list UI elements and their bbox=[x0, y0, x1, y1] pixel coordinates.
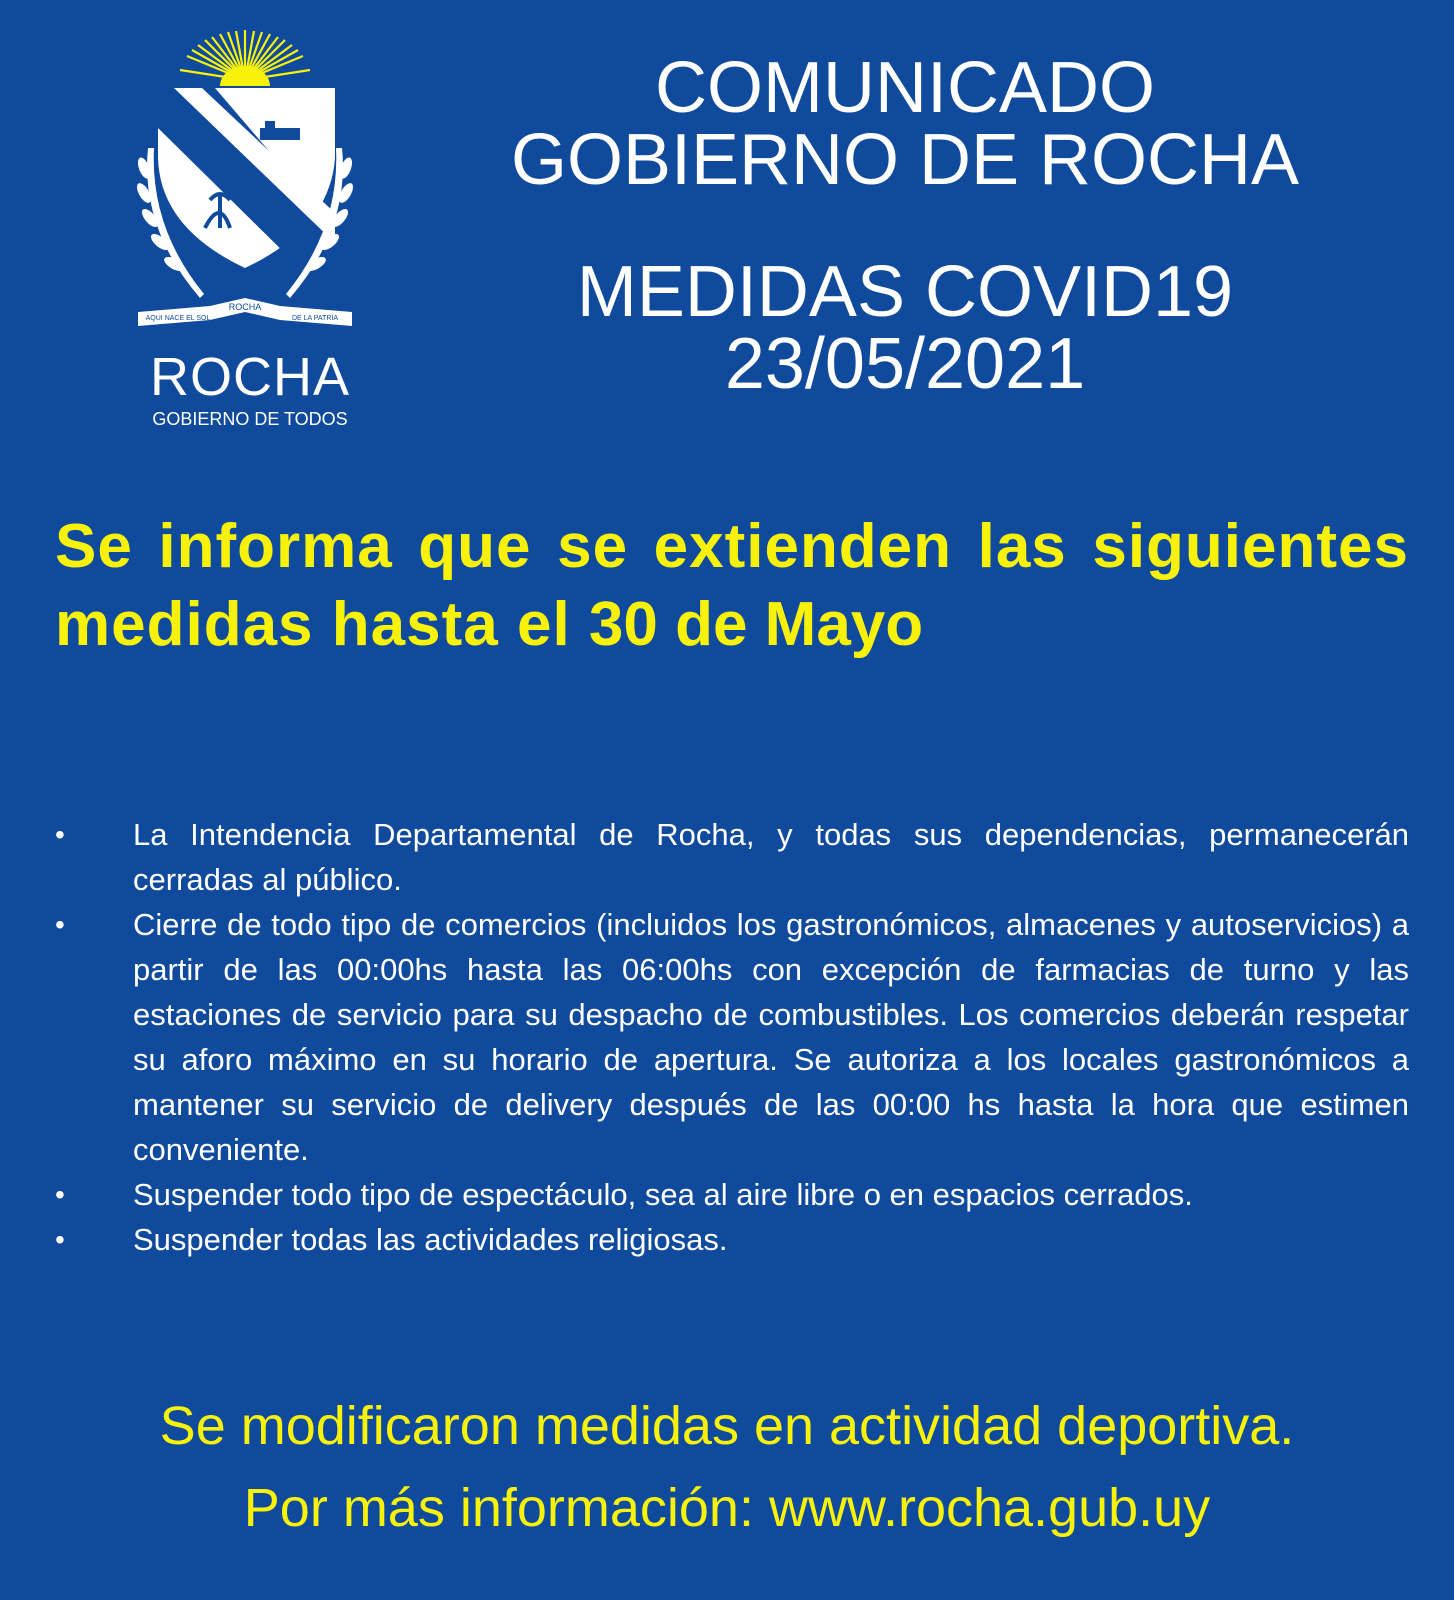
list-item bbox=[55, 812, 1409, 902]
headline-end-date: 30 de Mayo bbox=[588, 590, 924, 659]
headline bbox=[55, 508, 1409, 664]
list-item-text: Cierre de todo tipo de comercios (incluidos los gastronómicos, almacenes y autoservicios) a partir de las 00:00hs hasta las 06:00hs con excepción de farmacias de turno y las estaciones de servicio para su despacho de combustibles. Los comercios deberán respetar su aforo máximo en su horario de apertura. Se autoriza a los locales gastronómicos a mantener su servicio de delivery después de las 00:00 hs hasta la hora que estimen conveniente. bbox=[133, 907, 1409, 1167]
bullet-icon: • bbox=[55, 909, 65, 940]
ribbon-center-text: ROCHA bbox=[228, 302, 262, 312]
list-item-text: Suspender todas las actividades religiosas. bbox=[133, 1222, 728, 1257]
title-spacer bbox=[400, 196, 1410, 256]
title-date: 23/05/2021 bbox=[724, 324, 1086, 404]
announcement-title bbox=[400, 48, 1410, 404]
bullet-icon: • bbox=[55, 1179, 65, 1210]
ribbon-right-text: DE LA PATRIA bbox=[291, 315, 339, 322]
coat-of-arms-emblem bbox=[130, 28, 360, 348]
footer-line-2: Por más información: www.rocha.gub.uy bbox=[243, 1478, 1211, 1538]
shield-icon bbox=[158, 88, 335, 268]
ribbon-banner bbox=[138, 298, 352, 326]
title-line-3: MEDIDAS COVID19 bbox=[576, 252, 1234, 332]
footer-line-1: Se modificaron medidas en actividad deportiva. bbox=[159, 1396, 1295, 1456]
measures-list bbox=[55, 812, 1409, 1262]
logo-name: ROCHA bbox=[149, 347, 350, 407]
list-item bbox=[55, 1172, 1409, 1217]
title-line-2: GOBIERNO DE ROCHA bbox=[510, 120, 1300, 200]
headline-main-text: Se informa que se extienden las siguientes medidas hasta el bbox=[55, 512, 1409, 659]
bullet-icon: • bbox=[55, 1224, 65, 1255]
rocha-coat-of-arms-logo bbox=[130, 28, 360, 438]
bullet-icon: • bbox=[55, 819, 65, 850]
logo-tagline: GOBIERNO DE TODOS bbox=[152, 409, 348, 429]
ribbon-left-text: AQUI NACE EL SOL bbox=[145, 315, 211, 322]
footer bbox=[20, 1385, 1434, 1549]
list-item-text: La Intendencia Departamental de Rocha, y todas sus dependencias, permanecerán cerradas al público. bbox=[133, 817, 1409, 897]
list-item-text: Suspender todo tipo de espectáculo, sea al aire libre o en espacios cerrados. bbox=[133, 1177, 1193, 1212]
list-item bbox=[55, 1217, 1409, 1262]
list-item bbox=[55, 902, 1409, 1172]
title-line-1: COMUNICADO bbox=[655, 48, 1155, 128]
